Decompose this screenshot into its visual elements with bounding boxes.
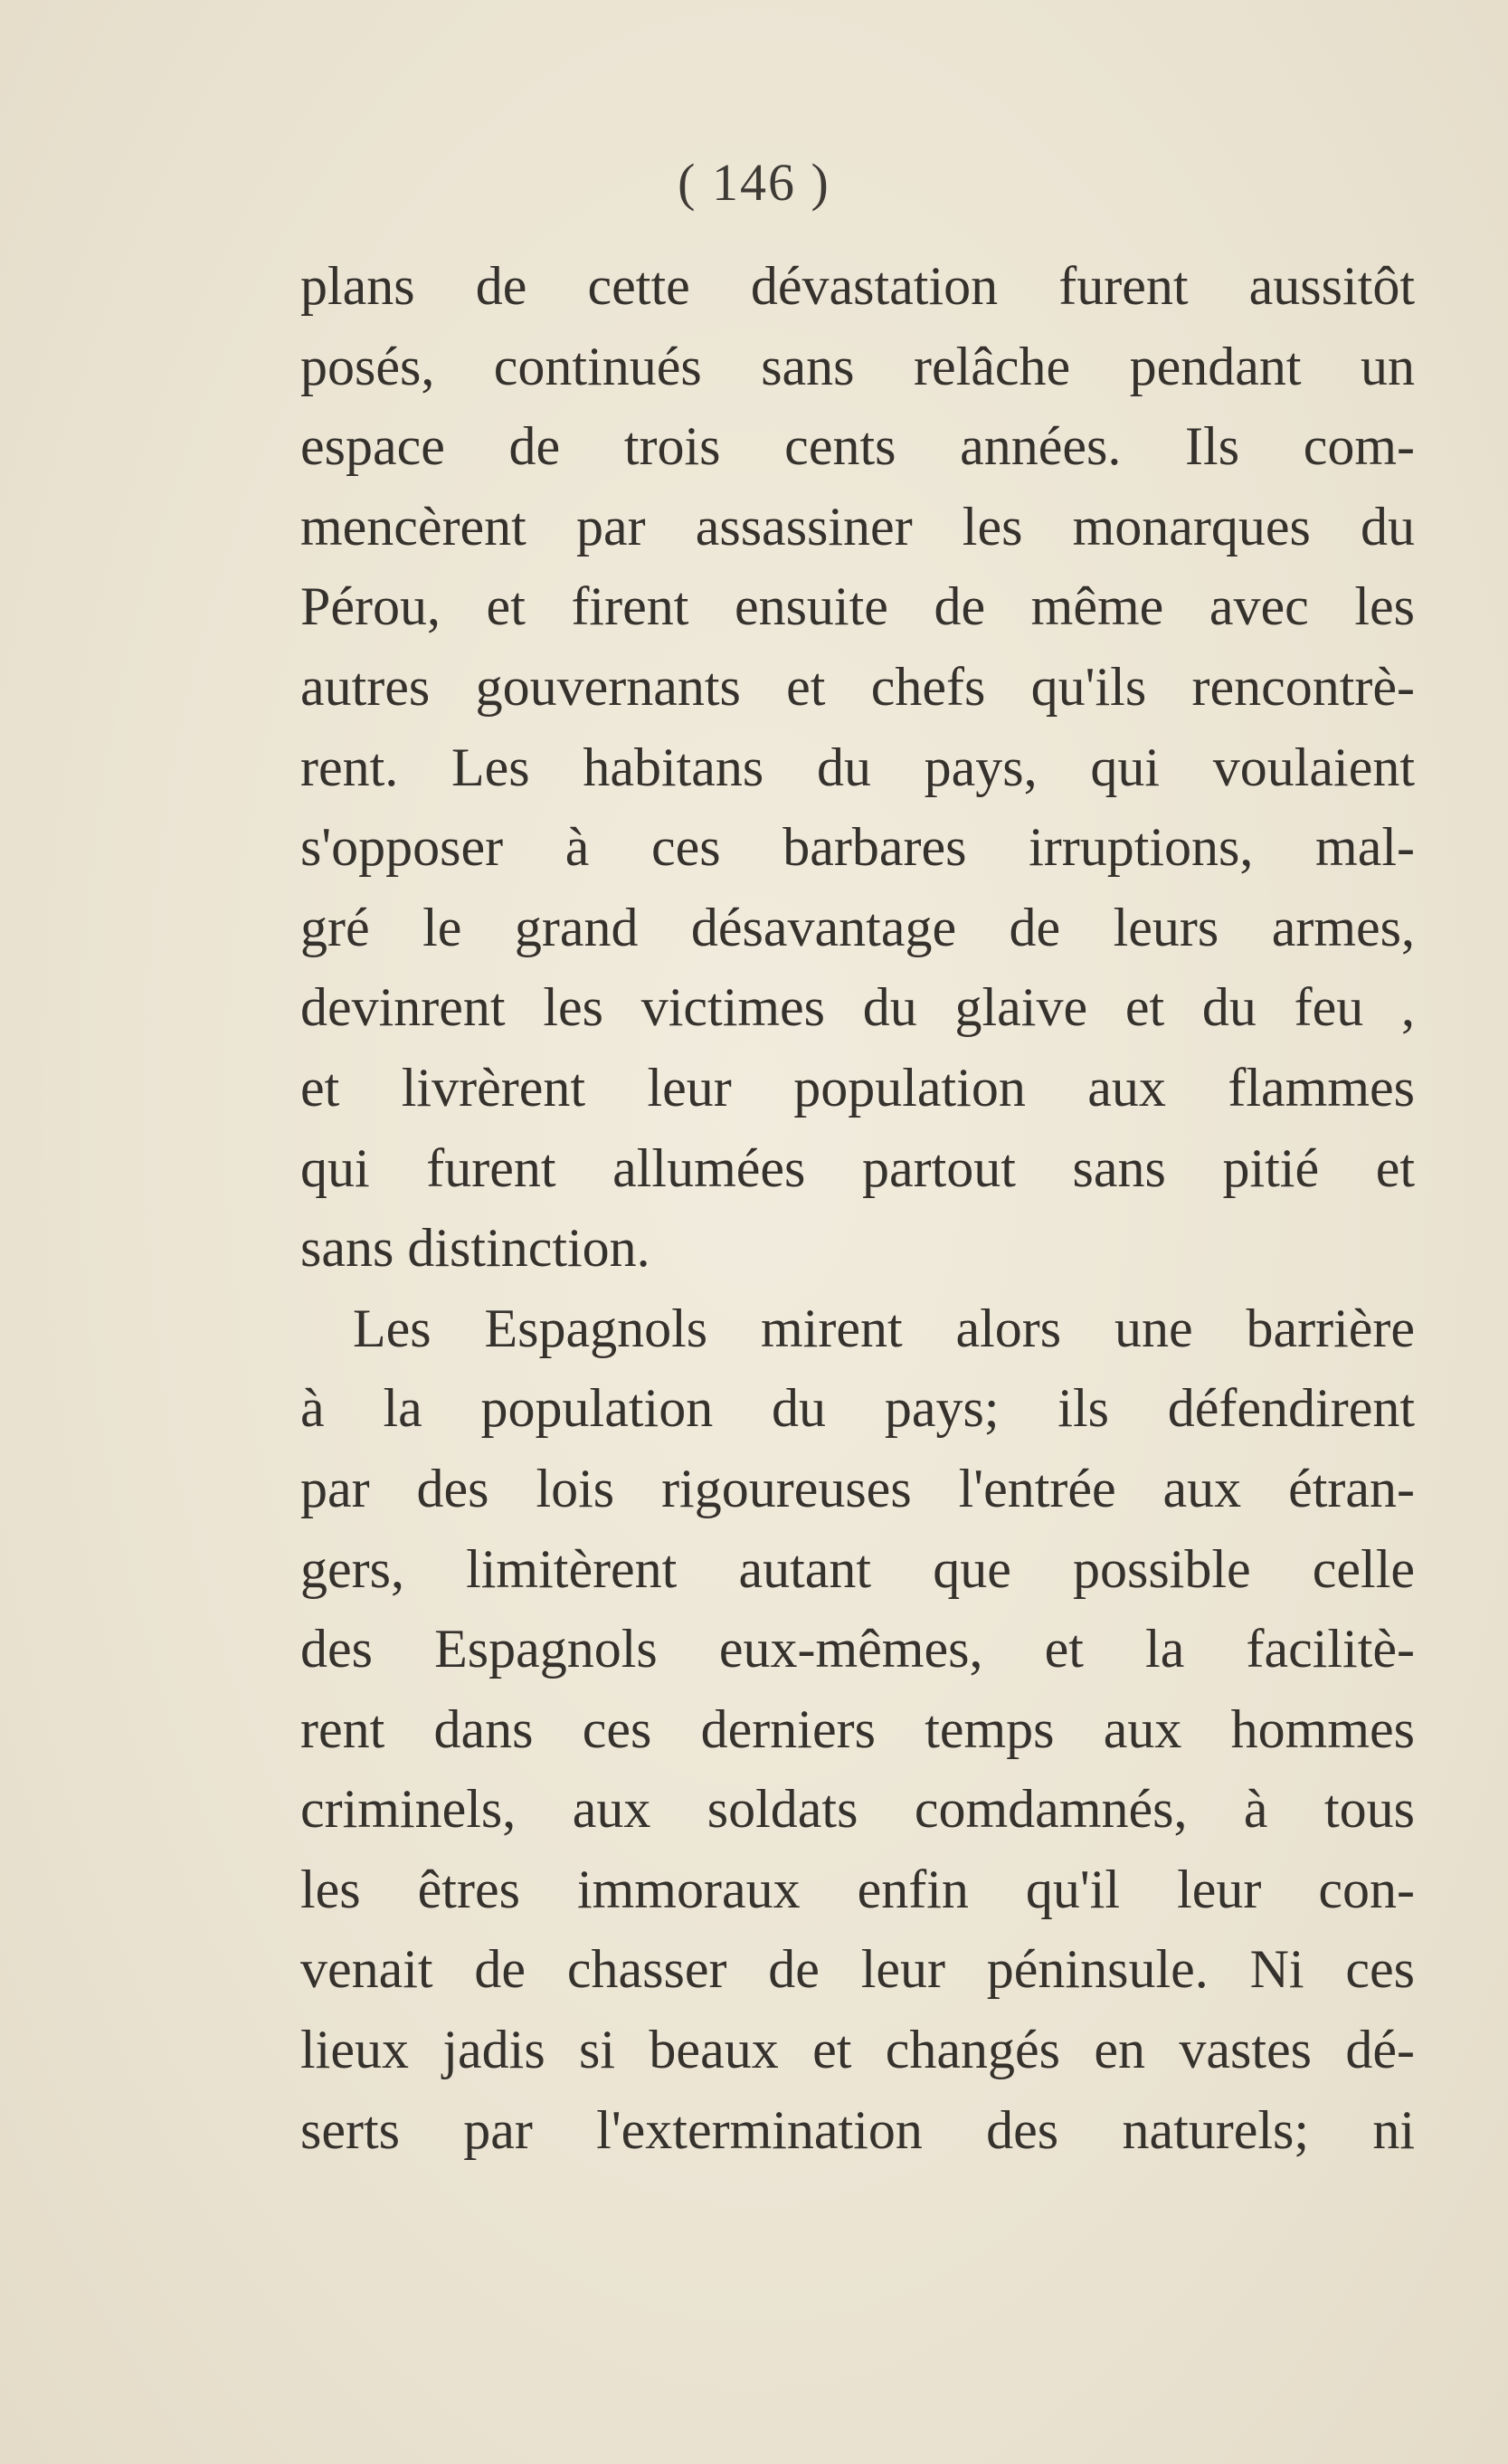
page-number: ( 146 ) xyxy=(678,153,830,212)
text-line: gré le grand désavantage de leurs armes, xyxy=(300,897,1415,957)
text-line: posés, continués sans relâche pendant un xyxy=(300,336,1415,396)
text-line: s'opposer à ces barbares irruptions, mal- xyxy=(300,817,1415,878)
text-line: des Espagnols eux-mêmes, et la facilitè- xyxy=(300,1619,1415,1679)
text-line: serts par l'extermination des naturels; ni xyxy=(300,2099,1415,2160)
paragraph-2 xyxy=(300,1289,1415,2171)
text-line: Les Espagnols mirent alors une barrière xyxy=(353,1298,1415,1358)
text-line: Pérou, et firent ensuite de même avec les xyxy=(300,576,1415,637)
text-line: plans de cette dévastation furent aussitôt xyxy=(300,256,1415,316)
text-line: criminels, aux soldats comdamnés, à tous xyxy=(300,1779,1415,1840)
text-line: lieux jadis si beaux et changés en vastes dé- xyxy=(300,2020,1415,2080)
text-line: espace de trois cents années. Ils com- xyxy=(300,416,1415,477)
text-line: devinrent les victimes du glaive et du feu , xyxy=(300,977,1415,1038)
text-line: les êtres immoraux enfin qu'il leur con- xyxy=(300,1859,1415,1919)
text-line: mencèrent par assassiner les monarques du xyxy=(300,496,1415,557)
paragraph-1 xyxy=(300,246,1415,1289)
text-line: rent. Les habitans du pays, qui voulaient xyxy=(300,737,1415,797)
text-line: par des lois rigoureuses l'entrée aux étran- xyxy=(300,1458,1415,1518)
text-line: venait de chasser de leur péninsule. Ni ces xyxy=(300,1939,1415,2000)
text-line: autres gouvernants et chefs qu'ils rencontrè- xyxy=(300,656,1415,717)
text-line: qui furent allumées partout sans pitié et xyxy=(300,1137,1415,1198)
text-line: rent dans ces derniers temps aux hommes xyxy=(300,1698,1415,1759)
page-body xyxy=(300,246,1415,2170)
text-line: gers, limitèrent autant que possible celle xyxy=(300,1538,1415,1599)
text-line: sans distinction. xyxy=(300,1218,650,1279)
text-line: et livrèrent leur population aux flammes xyxy=(300,1057,1415,1118)
text-line: à la population du pays; ils défendirent xyxy=(300,1378,1415,1439)
